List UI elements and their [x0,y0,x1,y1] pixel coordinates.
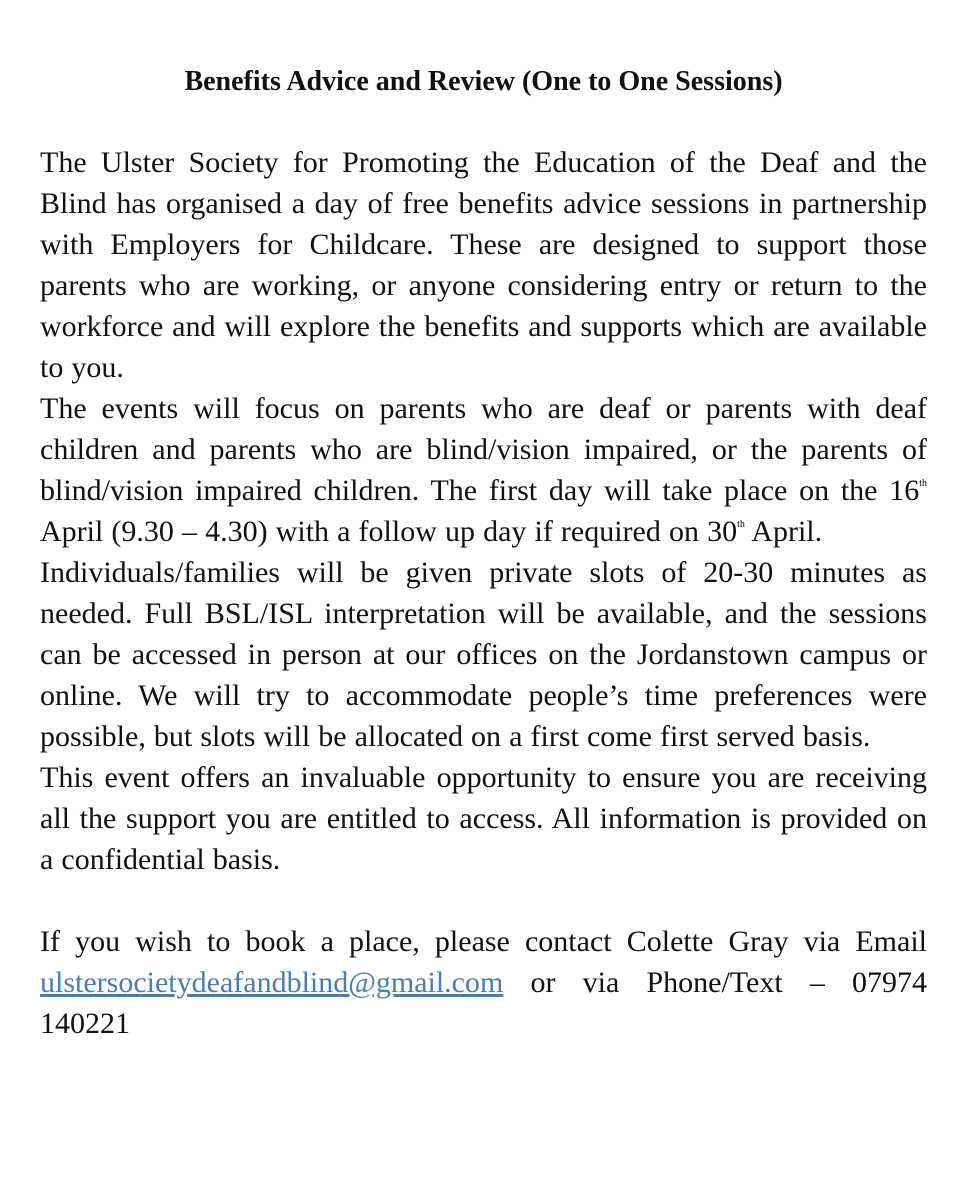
phone-number: 07974 140221 [40,966,927,1040]
ordinal-suffix-16th: th [919,478,927,489]
email-link[interactable]: ulstersocietydeafandblind@gmail.com [40,966,504,999]
event-details-text-3: April. [744,515,823,548]
session-format-paragraph: Individuals/families will be given private slots of 20-30 minutes as needed. Full BSL/ISL interpretation will be available, and the sessions can be accessed in person at our offices on the Jordanstown campus or online. We will try to accommodate people’s time preferences were possible, but slots will be allocated on a first come first served basis. [40,556,927,753]
contact-paragraph [40,921,927,1044]
event-details-paragraph [40,388,927,552]
paragraph-spacer [40,880,927,921]
document-body [40,142,927,1044]
document-title: Benefits Advice and Review (One to One Sessions) [184,66,783,97]
event-details-text-1: The events will focus on parents who are deaf or parents with deaf children and parents who are blind/vision impaired, or the parents of blind/vision impaired children. The first day will take place on the 16 [40,392,927,507]
contact-intro-text: If you wish to book a place, please contact Colette Gray via Email [40,925,927,958]
intro-paragraph: The Ulster Society for Promoting the Education of the Deaf and the Blind has organised a day of free benefits advice sessions in partnership with Employers for Childcare. These are designed to support those parents who are working, or anyone considering entry or return to the workforce and will explore the benefits and supports which are available to you. [40,146,927,384]
contact-middle-text: or via Phone/Text – [503,966,852,999]
ordinal-suffix-30th: th [737,519,745,530]
event-details-text-2: April (9.30 – 4.30) with a follow up day if required on 30 [40,515,738,548]
confidentiality-paragraph: This event offers an invaluable opportunity to ensure you are receiving all the support you are entitled to access. All information is provided on a confidential basis. [40,761,927,876]
